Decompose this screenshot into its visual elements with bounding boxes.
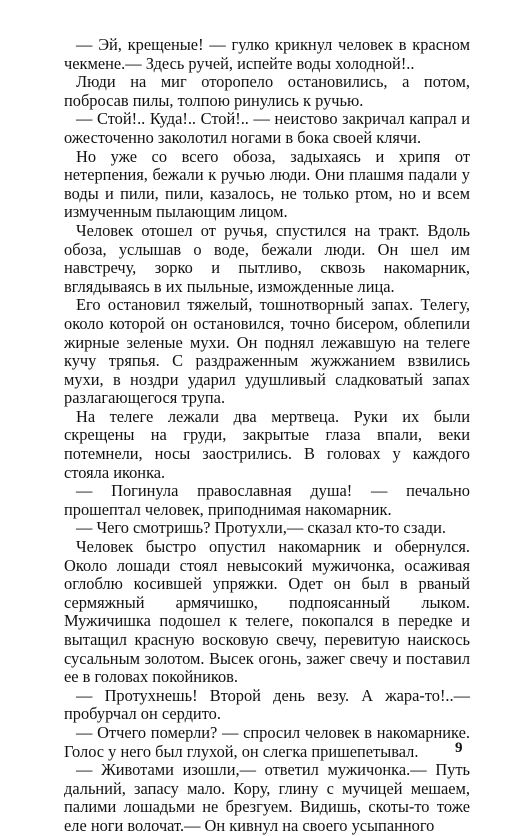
paragraph: — Стой!.. Куда!.. Стой!.. — неистово закричал капрал и ожесточенно заколотил ногами в бока своей клячи. — [64, 109, 470, 147]
paragraph: — Погинула православная душа! — печально прошептал человек, приподнимая накомарник. — [64, 481, 470, 519]
paragraph: — Отчего померли? — спросил человек в накомарнике. Голос у него был глухой, он слегка пришепетывал. — [64, 722, 470, 761]
paragraph: — Протухнешь! Второй день везу. А жара-то!..— пробурчал он сердито. — [64, 685, 470, 724]
paragraph: Человек быстро опустил накомарник и обернулся. Около лошади стоял невысокий мужичонка, осаживая оглоблю косившей упряжки. Одет он был в рваный сермяжный армячишко, подпоясанный лыком. Мужичишка подошел к телеге, покопался в передке и вытащил красную восковую свечу, перевитую наискось сусальным золотом. Высек огонь, зажег свечу и поставил ее в головах покойников. — [64, 537, 470, 687]
body-text — [64, 36, 470, 836]
paragraph: — Животами изошли,— ответил мужичонка.— Путь дальний, запасу мало. Кору, глину с мучицей мешаем, палими лошадьми не брезгуем. Видишь, скоты-то тоже еле ноги волочат.— Он кивнул на своего усыпанного — [64, 760, 470, 835]
paragraph: Люди на миг оторопело остановились, а потом, побросав пилы, толпою ринулись к ручью. — [64, 72, 470, 110]
paragraph: Но уже со всего обоза, задыхаясь и хрипя от нетерпения, бежали к ручью люди. Они плашмя падали у воды и пили, пили, казалось, не только ртом, но и всем измученным пылающим лицом. — [64, 146, 470, 222]
page-number: 9 — [455, 740, 463, 756]
paragraph: — Эй, крещеные! — гулко крикнул человек в красном чекмене.— Здесь ручей, испейте воды холодной!.. — [64, 35, 470, 73]
paragraph: Человек отошел от ручья, спустился на тракт. Вдоль обоза, услышав о воде, бежали люди. Он шел им навстречу, зорко и пытливо, сквозь накомарник, вглядываясь в их пыльные, изможденные лица. — [64, 220, 470, 296]
paragraph: Его остановил тяжелый, тошнотворный запах. Телегу, около которой он остановился, точно бисером, облепили жирные зеленые мухи. Он поднял лежавшую на телеге кучу тряпья. С раздраженным жужжанием взвились мухи, в ноздри ударил удушливый сладковатый запах разлагающегося трупа. — [64, 295, 470, 408]
paragraph: На телеге лежали два мертвеца. Руки их были скрещены на груди, закрытые глаза впали, веки потемнели, носы заострились. В головах у каждого стояла иконка. — [64, 406, 470, 482]
paragraph: — Чего смотришь? Протухли,— сказал кто-то сзади. — [76, 518, 446, 538]
